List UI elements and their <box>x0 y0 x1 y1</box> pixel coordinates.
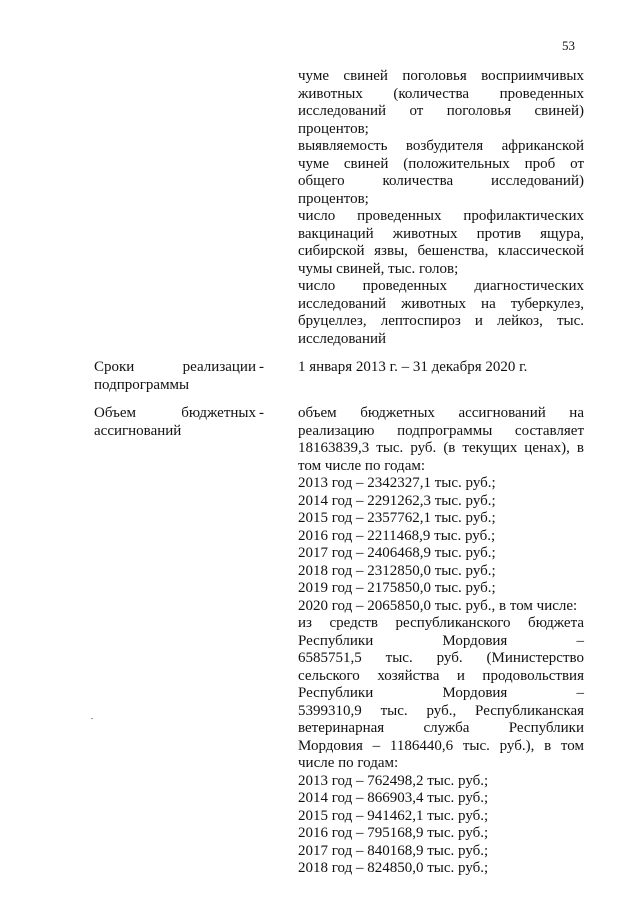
scan-speck <box>91 718 93 719</box>
text-line: ветеринарная служба Республики <box>298 720 584 736</box>
text-line: 2015 год – 941462,1 тыс. руб.; <box>298 807 489 824</box>
row-dash: - <box>259 359 264 375</box>
text-line: 2016 год – 795168,9 тыс. руб.; <box>298 825 489 841</box>
text-line: 5399310,9 тыс. руб., Республиканская <box>298 702 584 719</box>
text-line: Мордовия – 1186440,6 тыс. руб.), в том <box>298 737 584 754</box>
row-label-cell <box>94 405 264 440</box>
text-line: 2015 год – 2357762,1 тыс. руб.; <box>298 510 496 526</box>
text-line: 2016 год – 2211468,9 тыс. руб.; <box>298 527 496 544</box>
text-line: 2018 год – 2312850,0 тыс. руб.; <box>298 562 496 579</box>
text-line: число проведенных профилактических <box>298 208 584 224</box>
text-line: 2014 год – 2291262,3 тыс. руб.; <box>298 492 496 509</box>
text-line: 2017 год – 2406468,9 тыс. руб.; <box>298 545 496 561</box>
text-line: из средств республиканского бюджета <box>298 615 584 631</box>
row-indicators <box>94 68 584 348</box>
text-line: чуме свиней поголовья восприимчивых <box>298 68 584 84</box>
text-line: выявляемость возбудителя африканской <box>298 138 584 154</box>
text-line: объем бюджетных ассигнований на <box>298 405 584 421</box>
text-line: бруцеллез, лептоспироз и лейкоз, тыс. <box>298 313 584 329</box>
text-line: 2013 год – 2342327,1 тыс. руб.; <box>298 475 496 491</box>
passport-table <box>94 68 584 878</box>
text-line: общего количества исследований) <box>298 173 584 189</box>
text-line: чумы свиней, тыс. голов; <box>298 260 459 277</box>
text-line: 2014 год – 866903,4 тыс. руб.; <box>298 790 489 806</box>
row-value <box>298 359 584 377</box>
text-line: 6585751,5 тыс. руб. (Министерство <box>298 650 584 666</box>
text-line: 2013 год – 762498,2 тыс. руб.; <box>298 772 489 789</box>
text-line: чуме свиней (положительных проб от <box>298 155 584 172</box>
text-line: том числе по годам: <box>298 457 426 474</box>
page-number: 53 <box>562 38 575 53</box>
row-dash: - <box>259 405 264 421</box>
text-line: 1 января 2013 г. – 31 декабря 2020 г. <box>298 359 528 375</box>
row-label: Сроки реализации подпрограммы <box>94 359 256 393</box>
text-line: сельского хозяйства и продовольствия <box>298 667 584 684</box>
row-budget <box>94 405 584 878</box>
row-gap <box>94 394 584 405</box>
row-value <box>298 405 584 878</box>
text-line: сибирской язвы, бешенства, классической <box>298 243 584 259</box>
row-label: Объем бюджетных ассигнований <box>94 405 256 439</box>
text-line: реализацию подпрограммы составляет <box>298 422 584 439</box>
text-line: Республики Мордовия – <box>298 632 584 649</box>
text-line: числе по годам: <box>298 755 399 771</box>
row-label-cell <box>94 359 264 394</box>
text-line: исследований от поголовья свиней) <box>298 103 584 119</box>
text-line: 18163839,3 тыс. руб. (в текущих ценах), в <box>298 440 584 456</box>
row-implementation-period <box>94 359 584 394</box>
text-line: процентов; <box>298 190 369 207</box>
text-line: 2019 год – 2175850,0 тыс. руб.; <box>298 580 496 596</box>
text-line: Республики Мордовия – <box>298 685 584 701</box>
text-line: процентов; <box>298 120 369 137</box>
text-line: вакцинаций животных против ящура, <box>298 225 584 242</box>
row-value <box>298 68 584 348</box>
text-line: исследований <box>298 330 387 347</box>
text-line: животных (количества проведенных <box>298 85 584 102</box>
text-line: 2020 год – 2065850,0 тыс. руб., в том числе: <box>298 597 578 614</box>
text-line: число проведенных диагностических <box>298 278 584 294</box>
text-line: исследований животных на туберкулез, <box>298 295 584 312</box>
text-line: 2018 год – 824850,0 тыс. руб.; <box>298 860 489 876</box>
text-line: 2017 год – 840168,9 тыс. руб.; <box>298 842 489 859</box>
row-gap <box>94 348 584 359</box>
